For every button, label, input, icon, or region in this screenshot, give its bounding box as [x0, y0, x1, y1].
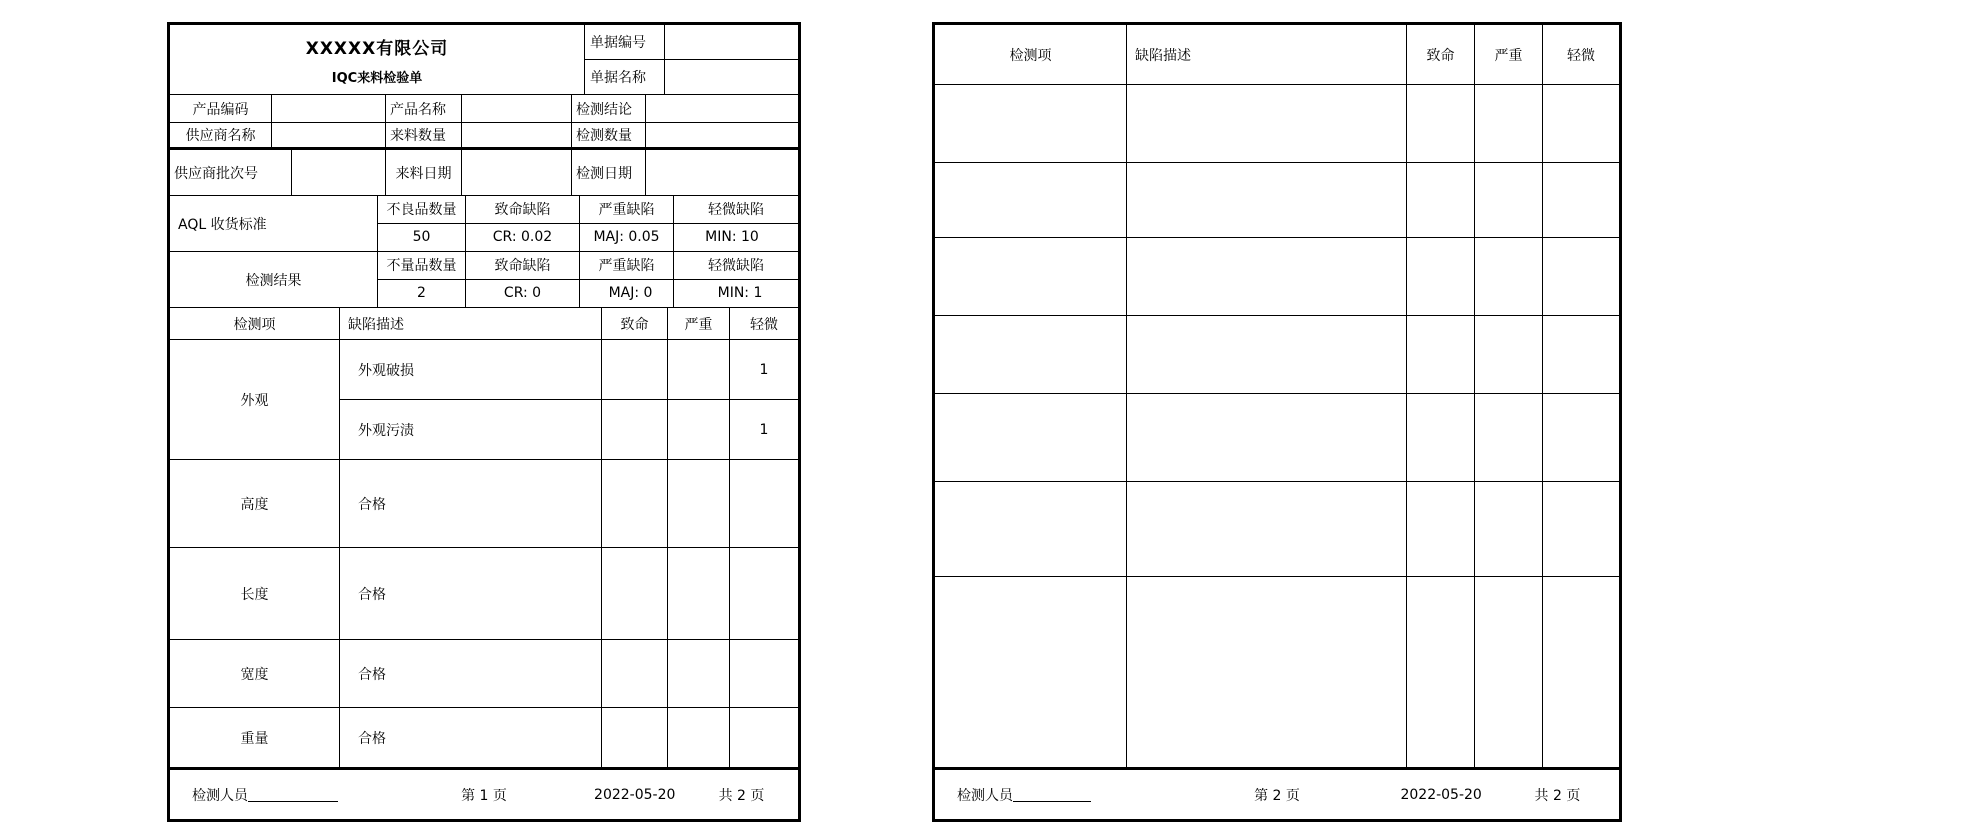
major-count [668, 460, 730, 547]
field-value [272, 95, 386, 122]
doc-info-block [585, 25, 798, 94]
result-col-minor [674, 252, 798, 307]
item-group-weight [170, 708, 798, 767]
items-header-desc: 缺陷描述 [1127, 25, 1407, 84]
aql-col-value: CR: 0.02 [492, 229, 553, 246]
items-header-minor: 轻微 [750, 316, 778, 333]
table-row [935, 577, 1619, 767]
aql-col-value: MAJ: 0.05 [593, 229, 660, 246]
field-value [272, 123, 386, 147]
field-value [646, 95, 798, 122]
result-col-value: 2 [417, 285, 426, 302]
items-table-header [935, 25, 1619, 85]
table-row [340, 400, 798, 459]
major-count [668, 340, 730, 399]
major-count [668, 640, 730, 707]
table-row [935, 394, 1619, 482]
field-label: 产品编码 [170, 95, 272, 122]
table-row [935, 482, 1619, 577]
field-label: 供应商名称 [170, 123, 272, 147]
defect-desc: 合格 [340, 640, 602, 707]
result-col-value: MAJ: 0 [608, 285, 653, 302]
doc-no-value [665, 25, 798, 59]
field-label: 来料数量 [386, 123, 462, 147]
info-row-batch [170, 150, 798, 196]
aql-col-value: MIN: 10 [705, 229, 759, 246]
field-value [462, 95, 572, 122]
form-title: IQC来料检验单 [331, 70, 423, 86]
aql-col-value: 50 [412, 229, 431, 246]
aql-col-header: 严重缺陷 [580, 196, 673, 224]
result-col-header: 轻微缺陷 [674, 252, 798, 280]
critical-count [602, 460, 668, 547]
item-group-width [170, 640, 798, 708]
aql-col-header: 轻微缺陷 [674, 196, 798, 224]
report-date: 2022-05-20 [1400, 786, 1482, 803]
total-pages: 共 2 页 [718, 787, 765, 804]
field-value [462, 123, 572, 147]
info-row-product [170, 95, 798, 123]
field-label: 产品名称 [386, 95, 462, 122]
result-row [170, 252, 798, 308]
signature-line [1013, 789, 1091, 802]
page-number: 第 1 页 [461, 787, 507, 804]
field-label: 检测结论 [572, 95, 646, 122]
items-header-item: 检测项 [935, 25, 1127, 84]
table-row [935, 316, 1619, 394]
form-header [170, 25, 798, 95]
defect-desc: 合格 [340, 460, 602, 547]
minor-count: 1 [759, 361, 769, 378]
aql-col-major [580, 196, 674, 251]
table-row [935, 85, 1619, 163]
result-col-defective [378, 252, 466, 307]
result-col-header: 致命缺陷 [466, 252, 579, 280]
major-count [668, 400, 730, 459]
items-header-desc: 缺陷描述 [340, 308, 602, 339]
item-name: 高度 [170, 460, 340, 547]
inspector-field [192, 785, 338, 805]
item-group-height [170, 460, 798, 548]
field-label: 供应商批次号 [170, 150, 292, 195]
minor-count: 1 [759, 421, 769, 438]
result-col-value: CR: 0 [503, 285, 542, 302]
item-name: 长度 [170, 548, 340, 639]
result-col-major [580, 252, 674, 307]
table-row [935, 238, 1619, 316]
result-col-header: 严重缺陷 [580, 252, 673, 280]
aql-col-header: 致命缺陷 [466, 196, 579, 224]
critical-count [602, 548, 668, 639]
page-2 [932, 22, 1622, 822]
critical-count [602, 640, 668, 707]
aql-col-defective [378, 196, 466, 251]
doc-no-label: 单据编号 [585, 25, 665, 59]
major-count [668, 548, 730, 639]
aql-standard-row [170, 196, 798, 252]
total-pages: 共 2 页 [1534, 787, 1581, 804]
major-count [668, 708, 730, 767]
item-name: 宽度 [170, 640, 340, 707]
items-header-major: 严重 [1475, 25, 1543, 84]
items-table-header [170, 308, 798, 340]
result-col-value: MIN: 1 [717, 285, 763, 302]
info-row-supplier [170, 123, 798, 150]
critical-count [602, 400, 668, 459]
field-value [292, 150, 386, 195]
defect-desc: 合格 [340, 548, 602, 639]
aql-col-header: 不良品数量 [378, 196, 465, 224]
page-number: 第 2 页 [1254, 787, 1300, 804]
items-header-critical: 致命 [602, 308, 668, 339]
items-header-critical: 致命 [1407, 25, 1475, 84]
page-1 [167, 22, 801, 822]
doc-name-value [665, 60, 798, 94]
title-block [170, 25, 585, 94]
field-value [646, 123, 798, 147]
aql-section-label: AQL 收货标准 [170, 196, 378, 251]
minor-count [730, 640, 798, 707]
defect-desc: 外观破损 [340, 340, 602, 399]
page-footer [935, 767, 1619, 819]
result-col-header: 不量品数量 [378, 252, 465, 280]
items-header-major: 严重 [668, 308, 730, 339]
signature-line [248, 789, 338, 802]
inspector-label: 检测人员 [957, 787, 1013, 804]
inspector-label: 检测人员 [192, 787, 248, 804]
result-col-critical [466, 252, 580, 307]
critical-count [602, 708, 668, 767]
page-footer [170, 767, 798, 819]
table-row [935, 163, 1619, 238]
item-group-length [170, 548, 798, 640]
doc-name-label: 单据名称 [585, 60, 665, 94]
aql-col-minor [674, 196, 798, 251]
minor-count [730, 548, 798, 639]
company-name: XXXXX有限公司 [305, 38, 449, 59]
item-name: 重量 [170, 708, 340, 767]
item-group-appearance [170, 340, 798, 460]
inspector-field [957, 785, 1091, 805]
field-label: 检测日期 [572, 150, 646, 195]
minor-count [730, 460, 798, 547]
defect-desc: 合格 [340, 708, 602, 767]
result-section-label: 检测结果 [170, 252, 378, 307]
field-value [462, 150, 572, 195]
report-date: 2022-05-20 [594, 786, 676, 803]
minor-count [730, 708, 798, 767]
critical-count [602, 340, 668, 399]
field-label: 检测数量 [572, 123, 646, 147]
field-label: 来料日期 [386, 150, 462, 195]
table-row [340, 340, 798, 400]
items-header-minor: 轻微 [1567, 47, 1595, 64]
aql-col-critical [466, 196, 580, 251]
field-value [646, 150, 798, 195]
defect-desc: 外观污渍 [340, 400, 602, 459]
items-header-item: 检测项 [170, 308, 340, 339]
item-name: 外观 [170, 340, 340, 459]
